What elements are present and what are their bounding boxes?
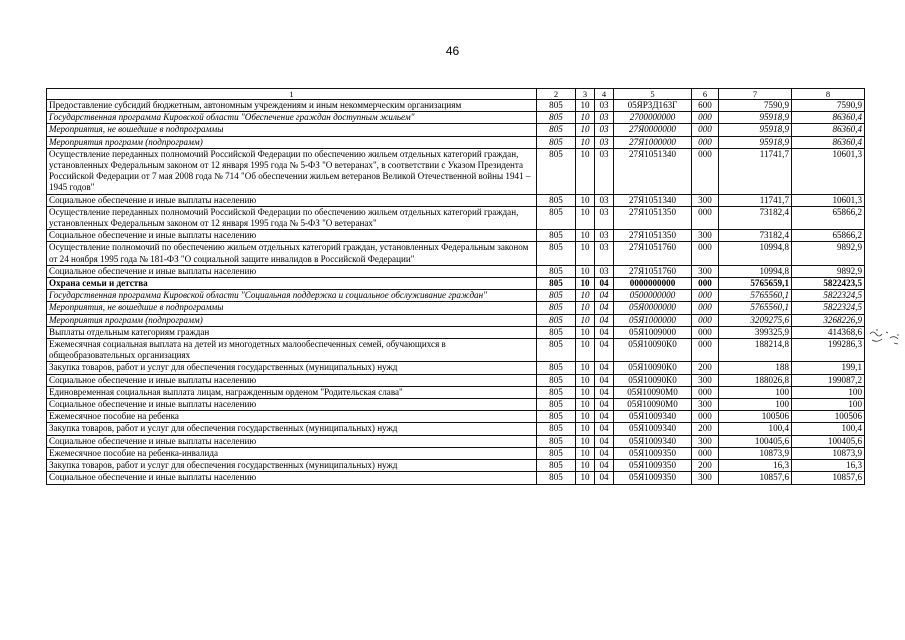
amount-year-1: 10994,8 [719,242,792,265]
expense-type-code: 200 [692,423,719,435]
amount-year-2: 199087,2 [792,374,865,386]
table-row [47,194,865,206]
amount-year-2: 100 [792,399,865,411]
table-row [47,374,865,386]
target-article-code: 05Я1009000 [614,326,692,338]
target-article-code: 05Я10090К0 [614,362,692,374]
amount-year-2: 199,1 [792,362,865,374]
admin-code: 805 [537,206,576,229]
target-article-code: 05Я10090М0 [614,386,692,398]
amount-year-2: 10857,6 [792,472,865,484]
amount-year-2: 16,3 [792,460,865,472]
expense-type-code: 300 [692,399,719,411]
amount-year-2: 100405,6 [792,435,865,447]
section-code: 10 [576,136,595,148]
expense-type-code: 600 [692,100,719,112]
table-row [47,447,865,459]
table-row [47,399,865,411]
row-name: Осуществление полномочий по обеспечению жильем отдельных категорий граждан, установленных Федеральным законом от 24 ноября 1995 года № 181-ФЗ "О социальной защите инвалидов в Российской Федерации" [47,242,537,265]
expense-type-code: 000 [692,411,719,423]
page-number: 46 [445,44,460,58]
section-code: 10 [576,362,595,374]
admin-code: 805 [537,302,576,314]
table-row [47,314,865,326]
amount-year-2: 7590,9 [792,100,865,112]
expense-type-code: 000 [692,326,719,338]
section-code: 10 [576,399,595,411]
admin-code: 805 [537,242,576,265]
expense-type-code: 300 [692,472,719,484]
subsection-code: 04 [595,472,614,484]
amount-year-2: 5822324,5 [792,302,865,314]
admin-code: 805 [537,411,576,423]
table-row [47,290,865,302]
section-code: 10 [576,411,595,423]
subsection-code: 03 [595,194,614,206]
amount-year-1: 95918,9 [719,124,792,136]
section-code: 10 [576,230,595,242]
target-article-code: 0000000000 [614,278,692,290]
header-cell: 3 [576,89,595,100]
expense-type-code: 000 [692,302,719,314]
amount-year-1: 100 [719,399,792,411]
expense-type-code: 300 [692,374,719,386]
subsection-code: 04 [595,411,614,423]
header-cell: 6 [692,89,719,100]
subsection-code: 04 [595,339,614,362]
expense-type-code: 000 [692,206,719,229]
target-article-code: 05Я10090К0 [614,374,692,386]
subsection-code: 04 [595,374,614,386]
target-article-code: 05Я1009340 [614,435,692,447]
target-article-code: 05Я1009350 [614,447,692,459]
amount-year-2: 3268226,9 [792,314,865,326]
subsection-code: 04 [595,290,614,302]
subsection-code: 04 [595,447,614,459]
admin-code: 805 [537,194,576,206]
amount-year-1: 188026,8 [719,374,792,386]
amount-year-2: 100 [792,386,865,398]
target-article-code: 27Я1051340 [614,194,692,206]
table-row [47,230,865,242]
amount-year-1: 10873,9 [719,447,792,459]
amount-year-1: 100506 [719,411,792,423]
subsection-code: 04 [595,399,614,411]
row-name: Социальное обеспечение и иные выплаты населению [47,265,537,277]
expense-type-code: 000 [692,242,719,265]
row-name: Закупка товаров, работ и услуг для обеспечения государственных (муниципальных) нужд [47,362,537,374]
header-cell: 1 [47,89,537,100]
header-cell: 5 [614,89,692,100]
target-article-code: 27Я1051340 [614,148,692,194]
target-article-code: 05Я10090К0 [614,339,692,362]
amount-year-2: 100,4 [792,423,865,435]
header-cell: 7 [719,89,792,100]
expense-type-code: 200 [692,460,719,472]
admin-code: 805 [537,399,576,411]
expense-type-code: 200 [692,362,719,374]
table-row [47,124,865,136]
target-article-code: 27Я1051350 [614,230,692,242]
admin-code: 805 [537,112,576,124]
row-name: Ежемесячное пособие на ребенка-инвалида [47,447,537,459]
subsection-code: 03 [595,100,614,112]
row-name: Мероприятия, не вошедшие в подпрограммы [47,124,537,136]
amount-year-1: 188214,8 [719,339,792,362]
admin-code: 805 [537,362,576,374]
subsection-code: 03 [595,148,614,194]
section-code: 10 [576,112,595,124]
subsection-code: 03 [595,265,614,277]
row-name: Охрана семьи и детства [47,278,537,290]
expense-type-code: 000 [692,124,719,136]
table-row [47,460,865,472]
table-row [47,100,865,112]
amount-year-2: 65866,2 [792,230,865,242]
admin-code: 805 [537,148,576,194]
amount-year-2: 9892,9 [792,242,865,265]
amount-year-2: 86360,4 [792,136,865,148]
row-name: Осуществление переданных полномочий Российской Федерации по обеспечению жильем отдельных категорий граждан, установленных Федеральным законом от 12 января 1995 года № 5-ФЗ "О ветеранах", в соответствии с Указом Президента Российской Федерации от 7 мая 2008 года № 714 "Об обеспечении жильем ветеранов Великой Отечественной войны 1941 – 1945 годов" [47,148,537,194]
admin-code: 805 [537,230,576,242]
admin-code: 805 [537,435,576,447]
amount-year-2: 10601,3 [792,148,865,194]
section-code: 10 [576,374,595,386]
row-name: Государственная программа Кировской области "Социальная поддержка и социальное обслуживание граждан" [47,290,537,302]
amount-year-1: 16,3 [719,460,792,472]
row-name: Закупка товаров, работ и услуг для обеспечения государственных (муниципальных) нужд [47,423,537,435]
amount-year-1: 5765659,1 [719,278,792,290]
admin-code: 805 [537,447,576,459]
header-cell: 4 [595,89,614,100]
subsection-code: 04 [595,278,614,290]
expense-type-code: 000 [692,112,719,124]
target-article-code: 05ЯР3Д163Г [614,100,692,112]
target-article-code: 0500000000 [614,290,692,302]
table-row [47,148,865,194]
target-article-code: 27Я1051760 [614,242,692,265]
expense-type-code: 000 [692,290,719,302]
amount-year-1: 10994,8 [719,265,792,277]
subsection-code: 03 [595,206,614,229]
row-name: Социальное обеспечение и иные выплаты населению [47,374,537,386]
amount-year-1: 73182,4 [719,206,792,229]
target-article-code: 27Я1051760 [614,265,692,277]
row-name: Социальное обеспечение и иные выплаты населению [47,194,537,206]
section-code: 10 [576,314,595,326]
admin-code: 805 [537,374,576,386]
header-row [47,89,865,100]
section-code: 10 [576,302,595,314]
subsection-code: 03 [595,124,614,136]
row-name: Мероприятия, не вошедшие в подпрограммы [47,302,537,314]
row-name: Осуществление переданных полномочий Российской Федерации по обеспечению жильем отдельных категорий граждан, установленных Федеральным законом от 12 января 1995 года № 5-ФЗ "О ветеранах" [47,206,537,229]
amount-year-1: 10857,6 [719,472,792,484]
admin-code: 805 [537,460,576,472]
amount-year-2: 86360,4 [792,112,865,124]
target-article-code: 2700000000 [614,112,692,124]
subsection-code: 03 [595,242,614,265]
amount-year-1: 5765560,1 [719,290,792,302]
table-row [47,472,865,484]
target-article-code: 27Я1000000 [614,136,692,148]
target-article-code: 05Я1009350 [614,460,692,472]
admin-code: 805 [537,423,576,435]
budget-table [46,88,865,485]
row-name: Социальное обеспечение и иные выплаты населению [47,230,537,242]
section-code: 10 [576,472,595,484]
section-code: 10 [576,100,595,112]
admin-code: 805 [537,386,576,398]
row-name: Государственная программа Кировской области "Обеспечение граждан доступным жильем" [47,112,537,124]
row-name: Социальное обеспечение и иные выплаты населению [47,472,537,484]
table-row [47,278,865,290]
admin-code: 805 [537,100,576,112]
admin-code: 805 [537,314,576,326]
expense-type-code: 000 [692,136,719,148]
admin-code: 805 [537,136,576,148]
amount-year-1: 100405,6 [719,435,792,447]
table-row [47,206,865,229]
target-article-code: 27Я1051350 [614,206,692,229]
amount-year-2: 10873,9 [792,447,865,459]
target-article-code: 05Я1009340 [614,423,692,435]
row-name: Предоставление субсидий бюджетным, автономным учреждениям и иным некоммерческим организациям [47,100,537,112]
section-code: 10 [576,423,595,435]
amount-year-2: 9892,9 [792,265,865,277]
section-code: 10 [576,206,595,229]
table-row [47,112,865,124]
section-code: 10 [576,278,595,290]
section-code: 10 [576,447,595,459]
table-row [47,386,865,398]
amount-year-1: 188 [719,362,792,374]
admin-code: 805 [537,339,576,362]
row-name: Мероприятия программ (подпрограмм) [47,136,537,148]
section-code: 10 [576,290,595,302]
expense-type-code: 000 [692,278,719,290]
target-article-code: 05Я0000000 [614,302,692,314]
amount-year-1: 5765560,1 [719,302,792,314]
table-row [47,411,865,423]
row-name: Выплаты отдельным категориям граждан [47,326,537,338]
target-article-code: 05Я1009340 [614,411,692,423]
amount-year-1: 11741,7 [719,148,792,194]
row-name: Ежемесячная социальная выплата на детей из многодетных малообеспеченных семей, обучающихся в общеобразовательных организациях [47,339,537,362]
table-row [47,136,865,148]
margin-pen-mark [868,326,904,348]
section-code: 10 [576,460,595,472]
admin-code: 805 [537,290,576,302]
amount-year-1: 399325,9 [719,326,792,338]
row-name: Ежемесячное пособие на ребенка [47,411,537,423]
section-code: 10 [576,124,595,136]
subsection-code: 04 [595,386,614,398]
expense-type-code: 300 [692,230,719,242]
amount-year-1: 100 [719,386,792,398]
subsection-code: 03 [595,230,614,242]
expense-type-code: 300 [692,265,719,277]
expense-type-code: 000 [692,314,719,326]
expense-type-code: 300 [692,435,719,447]
section-code: 10 [576,339,595,362]
section-code: 10 [576,386,595,398]
admin-code: 805 [537,265,576,277]
amount-year-1: 73182,4 [719,230,792,242]
amount-year-2: 5822324,5 [792,290,865,302]
amount-year-2: 65866,2 [792,206,865,229]
target-article-code: 27Я0000000 [614,124,692,136]
expense-type-code: 000 [692,148,719,194]
target-article-code: 05Я1009350 [614,472,692,484]
amount-year-2: 86360,4 [792,124,865,136]
amount-year-1: 95918,9 [719,136,792,148]
amount-year-2: 414368,6 [792,326,865,338]
amount-year-2: 199286,3 [792,339,865,362]
table-row [47,242,865,265]
expense-type-code: 000 [692,386,719,398]
expense-type-code: 000 [692,339,719,362]
target-article-code: 05Я10090М0 [614,399,692,411]
table-row [47,339,865,362]
subsection-code: 03 [595,136,614,148]
row-name: Единовременная социальная выплата лицам, награжденным орденом "Родительская слава" [47,386,537,398]
subsection-code: 04 [595,362,614,374]
admin-code: 805 [537,124,576,136]
section-code: 10 [576,265,595,277]
admin-code: 805 [537,472,576,484]
section-code: 10 [576,148,595,194]
table-row [47,326,865,338]
subsection-code: 04 [595,314,614,326]
table-row [47,362,865,374]
admin-code: 805 [537,278,576,290]
section-code: 10 [576,194,595,206]
target-article-code: 05Я1000000 [614,314,692,326]
amount-year-1: 11741,7 [719,194,792,206]
row-name: Закупка товаров, работ и услуг для обеспечения государственных (муниципальных) нужд [47,460,537,472]
subsection-code: 04 [595,435,614,447]
table-row [47,302,865,314]
subsection-code: 04 [595,302,614,314]
amount-year-2: 5822423,5 [792,278,865,290]
table-row [47,265,865,277]
section-code: 10 [576,326,595,338]
subsection-code: 04 [595,423,614,435]
table-row [47,423,865,435]
amount-year-2: 100506 [792,411,865,423]
row-name: Социальное обеспечение и иные выплаты населению [47,399,537,411]
amount-year-1: 3209275,6 [719,314,792,326]
header-cell: 2 [537,89,576,100]
row-name: Социальное обеспечение и иные выплаты населению [47,435,537,447]
header-cell: 8 [792,89,865,100]
subsection-code: 04 [595,460,614,472]
table-row [47,435,865,447]
amount-year-1: 7590,9 [719,100,792,112]
subsection-code: 04 [595,326,614,338]
row-name: Мероприятия программ (подпрограмм) [47,314,537,326]
section-code: 10 [576,435,595,447]
expense-type-code: 300 [692,194,719,206]
amount-year-1: 100,4 [719,423,792,435]
subsection-code: 03 [595,112,614,124]
amount-year-2: 10601,3 [792,194,865,206]
amount-year-1: 95918,9 [719,112,792,124]
admin-code: 805 [537,326,576,338]
expense-type-code: 000 [692,447,719,459]
section-code: 10 [576,242,595,265]
